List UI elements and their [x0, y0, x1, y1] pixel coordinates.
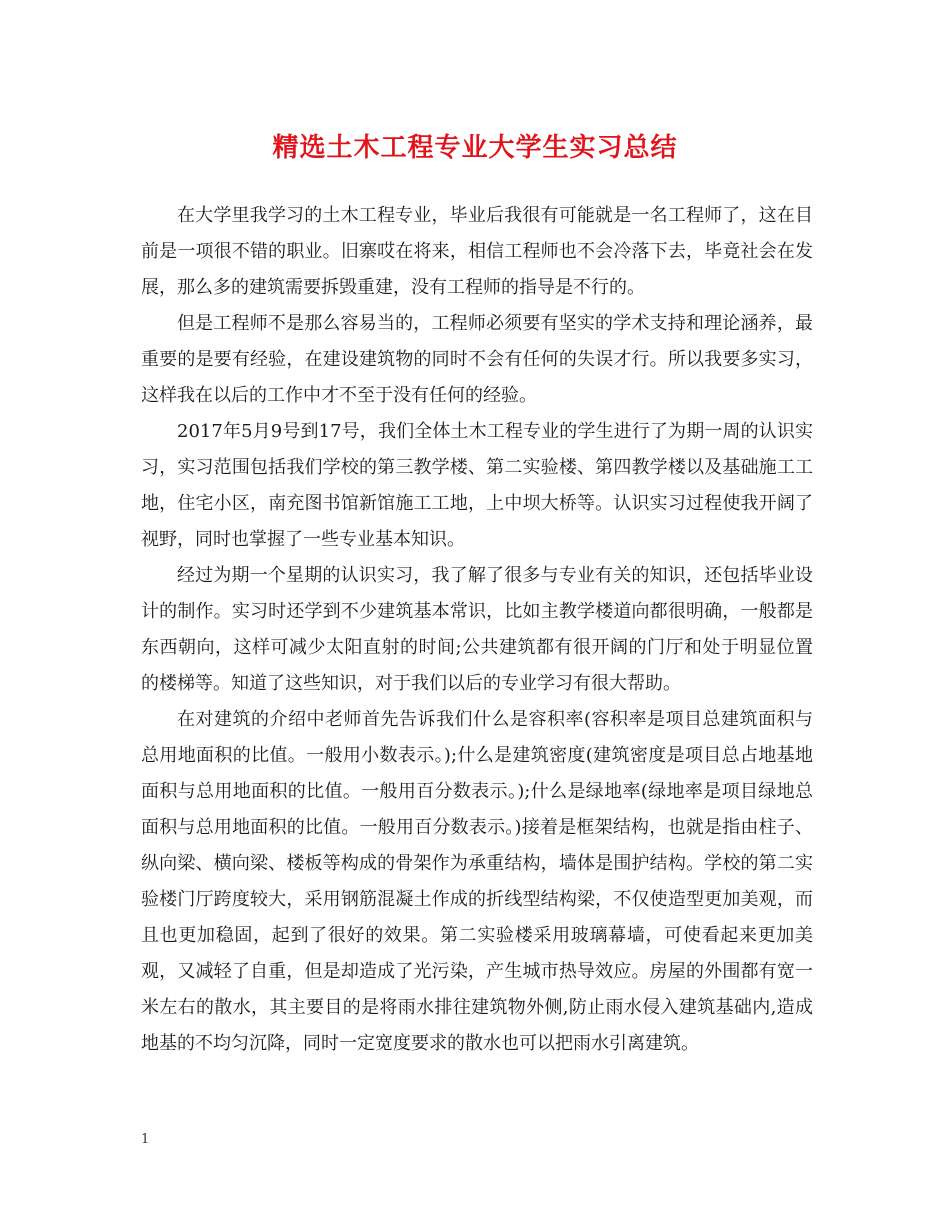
- paragraph-1: 在大学里我学习的土木工程专业，毕业后我很有可能就是一名工程师了，这在目前是一项很不错的职业。旧寨哎在将来，相信工程师也不会冷落下去，毕竟社会在发展，那么多的建筑需要拆毁重建，没有工程师的指导是不行的。: [141, 205, 813, 298]
- paragraph-4: 经过为期一个星期的认识实习，我了解了很多与专业有关的知识，还包括毕业设计的制作。实习时还学到不少建筑基本常识，比如主教学楼道向都很明确，一般都是东西朝向，这样可减少太阳直射的时间;公共建筑都有很开阔的门厅和处于明显位置的楼梯等。知道了这些知识，对于我们以后的专业学习有很大帮助。: [141, 565, 813, 694]
- page-number: 1: [141, 1132, 150, 1147]
- document-body: [141, 198, 813, 1062]
- paragraph-3: 2017年5月9号到17号，我们全体土木工程专业的学生进行了为期一周的认识实习，实习范围包括我们学校的第三教学楼、第二实验楼、第四教学楼以及基础施工工地，住宅小区，南充图书馆新馆施工工地，上中坝大桥等。认识实习过程使我开阔了视野，同时也掌握了一些专业基本知识。: [141, 421, 813, 550]
- document-title: 精选土木工程专业大学生实习总结: [272, 133, 678, 163]
- paragraph-5: 在对建筑的介绍中老师首先告诉我们什么是容积率(容积率是项目总建筑面积与总用地面积的比值。一般用小数表示。);什么是建筑密度(建筑密度是项目总占地基地面积与总用地面积的比值。一般用百分数表示。);什么是绿地率(绿地率是项目绿地总面积与总用地面积的比值。一般用百分数表示。)接着是框架结构，也就是指由柱子、纵向梁、横向梁、楼板等构成的骨架作为承重结构，墙体是围护结构。学校的第二实验楼门厅跨度较大，采用钢筋混凝土作成的折线型结构梁，不仅使造型更加美观，而且也更加稳固，起到了很好的效果。第二实验楼采用玻璃幕墙，可使看起来更加美观，又减轻了自重，但是却造成了光污染，产生城市热导效应。房屋的外围都有宽一米左右的散水，其主要目的是将雨水排往建筑物外侧,防止雨水侵入建筑基础内,造成地基的不均匀沉降，同时一定宽度要求的散水也可以把雨水引离建筑。: [141, 709, 813, 1054]
- paragraph-2: 但是工程师不是那么容易当的，工程师必须要有坚实的学术支持和理论涵养，最重要的是要有经验，在建设建筑物的同时不会有任何的失误才行。所以我要多实习，这样我在以后的工作中才不至于没有任何的经验。: [141, 313, 813, 406]
